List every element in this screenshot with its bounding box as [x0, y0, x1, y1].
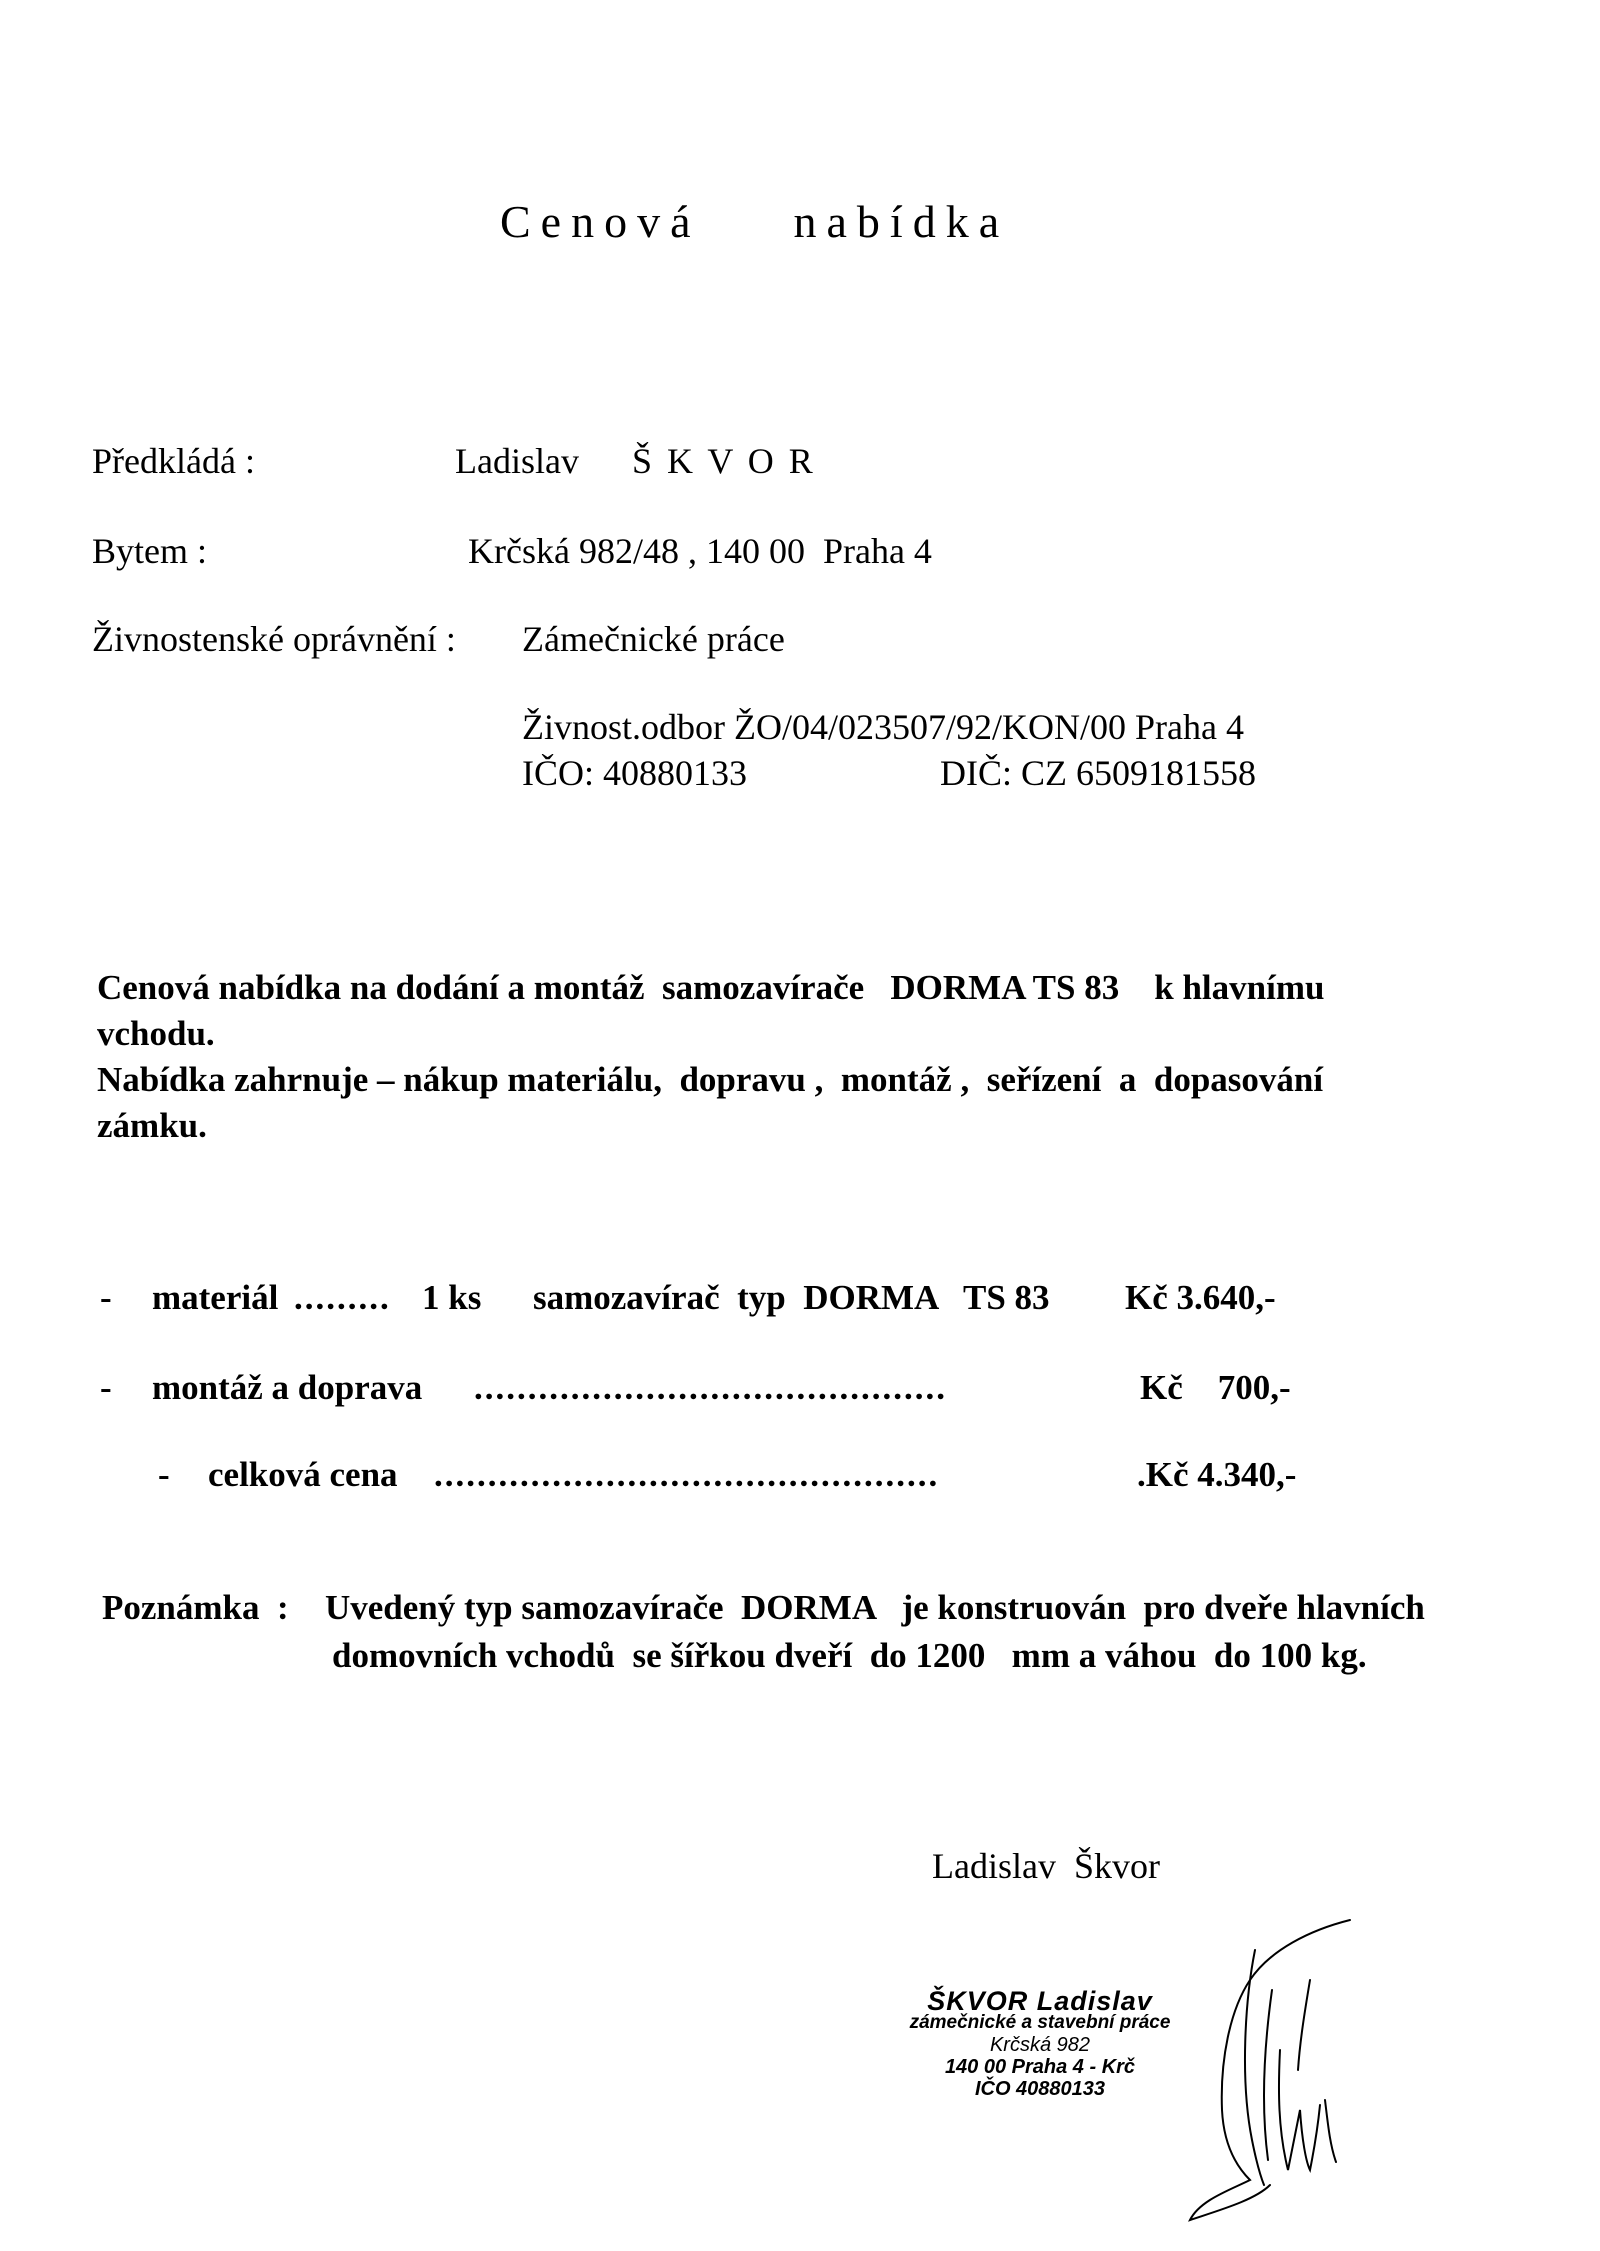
- title-word-2: nabídka: [793, 196, 1010, 247]
- description-line-1: Cenová nabídka na dodání a montáž samozavírače DORMA TS 83 k hlavnímu: [97, 968, 1325, 1007]
- stamp-line-5: IČO 40880133: [974, 2078, 1106, 2100]
- stamp-line-4: 140 00 Praha 4 - Krč: [944, 2056, 1136, 2078]
- item-label: celková cena: [208, 1455, 398, 1494]
- trade-license-label: Živnostenské oprávnění :: [92, 619, 456, 659]
- handwritten-signature: [1160, 1900, 1360, 2230]
- item-dots: ............................................: [474, 1368, 947, 1407]
- description-line-2: vchodu.: [97, 1014, 215, 1053]
- item-dots: ...............................................: [434, 1455, 940, 1494]
- ico-number: IČO: 40880133: [522, 753, 747, 793]
- item-price: Kč 700,-: [1140, 1368, 1291, 1407]
- residence-label: Bytem :: [92, 531, 207, 571]
- company-stamp: [870, 1986, 1210, 2100]
- document-title: [500, 195, 1009, 248]
- dic-number: DIČ: CZ 6509181558: [940, 753, 1257, 793]
- title-word-1: Cenová: [500, 196, 701, 247]
- item-quantity: 1 ks: [422, 1278, 482, 1317]
- item-label: montáž a doprava: [152, 1368, 423, 1407]
- item-dash: -: [158, 1455, 170, 1494]
- item-dash: -: [100, 1278, 112, 1317]
- stamp-line-1: ŠKVOR Ladislav: [927, 1986, 1153, 2016]
- submitter-last-name: Š K V O R: [632, 441, 816, 481]
- stamp-line-2: zámečnické a stavební práce: [909, 2012, 1171, 2033]
- item-label: materiál: [152, 1278, 279, 1317]
- submitter-label: Předkládá :: [92, 441, 255, 481]
- residence-value: Krčská 982/48 , 140 00 Praha 4: [468, 531, 932, 571]
- trade-office: Živnost.odbor ŽO/04/023507/92/KON/00 Praha 4: [522, 707, 1244, 747]
- description-line-4: zámku.: [97, 1106, 207, 1145]
- item-dash: -: [100, 1368, 112, 1407]
- submitter-first-name: Ladislav: [455, 441, 579, 481]
- item-price: .Kč 4.340,-: [1137, 1455, 1297, 1494]
- item-description: samozavírač typ DORMA TS 83: [533, 1278, 1050, 1317]
- note-line-2: domovních vchodů se šířkou dveří do 1200 mm a váhou do 100 kg.: [332, 1636, 1367, 1675]
- description-line-3: Nabídka zahrnuje – nákup materiálu, dopravu , montáž , seřízení a dopasování: [97, 1060, 1324, 1099]
- item-dots: .........: [294, 1278, 391, 1317]
- signatory-name: Ladislav Škvor: [932, 1846, 1160, 1886]
- stamp-line-3: Krčská 982: [989, 2034, 1091, 2056]
- note-label: Poznámka :: [102, 1588, 289, 1627]
- item-price: Kč 3.640,-: [1125, 1278, 1276, 1317]
- note-line-1: Uvedený typ samozavírače DORMA je konstruován pro dveře hlavních: [325, 1588, 1425, 1627]
- trade-license-value: Zámečnické práce: [522, 619, 785, 659]
